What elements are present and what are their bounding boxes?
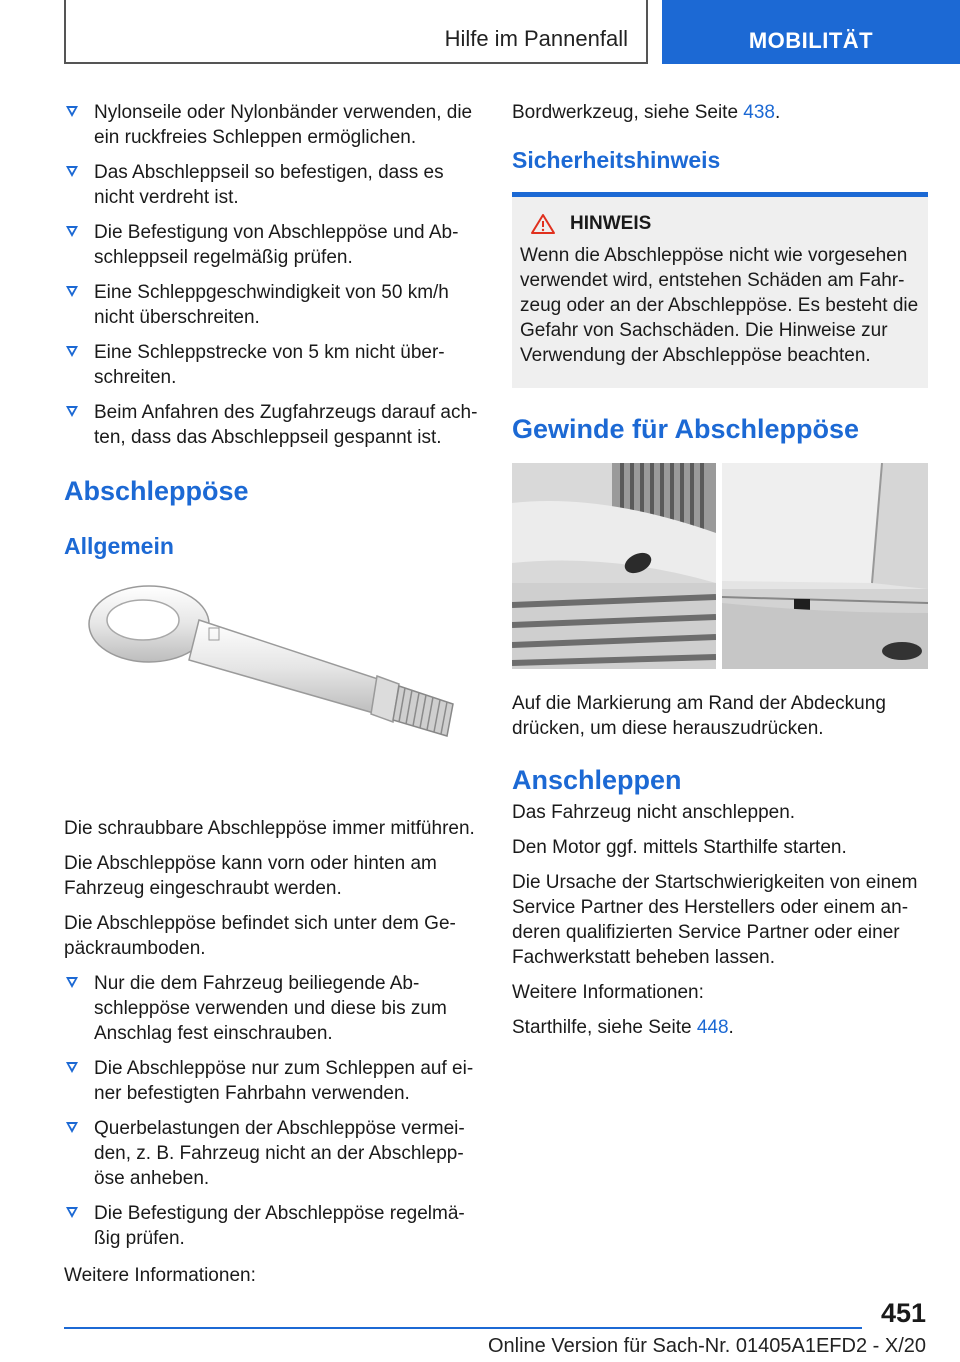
list-item: Das Abschleppseil so befestigen, dass es nicht verdreht ist. [64,160,478,210]
more-info-label: Weitere Informationen: [512,982,704,1003]
list-item: Nur die dem Fahrzeug beiliegende Abschleppöse verwenden und diese bis zum Anschlag fest einschrauben. [64,971,478,1046]
list-item: Eine Schleppstrecke von 5 km nicht überschreiten. [64,340,478,390]
notice-title-row [520,213,920,235]
warning-triangle-icon [530,213,556,235]
left-column [64,100,478,1298]
section-heading-gewinde: Gewinde für Abschleppöse [512,414,860,444]
footer-divider [64,1327,862,1329]
starthilfe-reference: Starthilfe, siehe Seite 448. [512,1017,734,1038]
triangle-bullet-icon [66,1207,78,1218]
header-section-title: Hilfe im Pannenfall [444,26,628,51]
triangle-bullet-icon [66,226,78,237]
triangle-bullet-icon [66,166,78,177]
paragraph: Das Fahrzeug nicht anschleppen. [512,802,796,823]
more-info-label: Weitere Informationen: [64,1265,256,1286]
notice-text: Wenn die Abschleppöse nicht wie vorgesehen verwendet wird, entstehen Schäden am Fahrzeug oder an der Abschleppöse. Es besteht die Gefahr von Sachschäden. Die Hinweise zur Verwendung der Abschleppöse beachten. [520,245,919,366]
thread-instruction: Auf die Markierung am Rand der Abdeckung drücken, um diese herauszudrücken. [512,693,886,739]
notice-title: HINWEIS [570,213,652,234]
paragraph: Die Abschleppöse befindet sich unter dem Gepäckraumboden. [64,913,456,959]
list-item: Nylonseile oder Nylonbänder verwenden, die ein ruckfreies Schleppen ermöglichen. [64,100,478,150]
bullet-list-bottom [64,971,478,1251]
triangle-bullet-icon [66,406,78,417]
list-item: Die Befestigung von Abschleppöse und Abschleppseil regelmäßig prüfen. [64,220,478,270]
bordwerkzeug-reference: Bordwerkzeug, siehe Seite 438. [512,102,781,123]
triangle-bullet-icon [66,977,78,988]
list-item: Querbelastungen der Abschleppöse vermeiden, z. B. Fahrzeug nicht an der Abschleppöse anheben. [64,1116,478,1191]
section-heading-sicherheitshinweis: Sicherheitshinweis [512,147,721,173]
paragraph: Die Abschleppöse kann vorn oder hinten am Fahrzeug eingeschraubt werden. [64,853,437,899]
list-item: Die Befestigung der Abschleppöse regelmäßig prüfen. [64,1201,478,1251]
bullet-list-top [64,100,478,450]
paragraph: Die Ursache der Startschwierigkeiten von einem Service Partner des Herstellers oder einem anderen qualifizierten Service Partner oder einer Fachwerkstatt beheben lassen. [512,872,918,968]
tow-eye-illustration [81,576,461,786]
page-link-438[interactable]: 438 [743,102,775,123]
triangle-bullet-icon [66,1062,78,1073]
footer-online-version: Online Version für Sach-Nr. 01405A1EFD2 - X/20 [487,1335,926,1357]
list-item: Eine Schleppgeschwindigkeit von 50 km/h nicht überschreiten. [64,280,478,330]
subheading-allgemein: Allgemein [64,533,174,559]
front-bumper-photo [512,463,716,669]
triangle-bullet-icon [66,346,78,357]
notice-box [512,192,928,388]
paragraph: Den Motor ggf. mittels Starthilfe starten. [512,837,847,858]
page-number: 451 [880,1298,926,1328]
tow-eye-image [64,576,478,806]
rear-bumper-photo [722,463,928,669]
list-item: Die Abschleppöse nur zum Schleppen auf einer befestigten Fahrbahn verwenden. [64,1056,478,1106]
thread-photo [512,463,928,669]
page-link-448[interactable]: 448 [696,1017,729,1038]
header-chapter-tab: MOBILITÄT [662,0,960,64]
triangle-bullet-icon [66,1122,78,1133]
right-column [512,100,928,1050]
list-item: Beim Anfahren des Zugfahrzeugs darauf achten, dass das Abschleppseil gespannt ist. [64,400,478,450]
triangle-bullet-icon [66,286,78,297]
triangle-bullet-icon [66,106,78,117]
section-heading-anschleppen: Anschleppen [512,765,682,795]
paragraph: Die schraubbare Abschleppöse immer mitführen. [64,818,475,839]
header-section-box [64,0,648,64]
section-heading-abschleppoese: Abschleppöse [64,476,249,506]
